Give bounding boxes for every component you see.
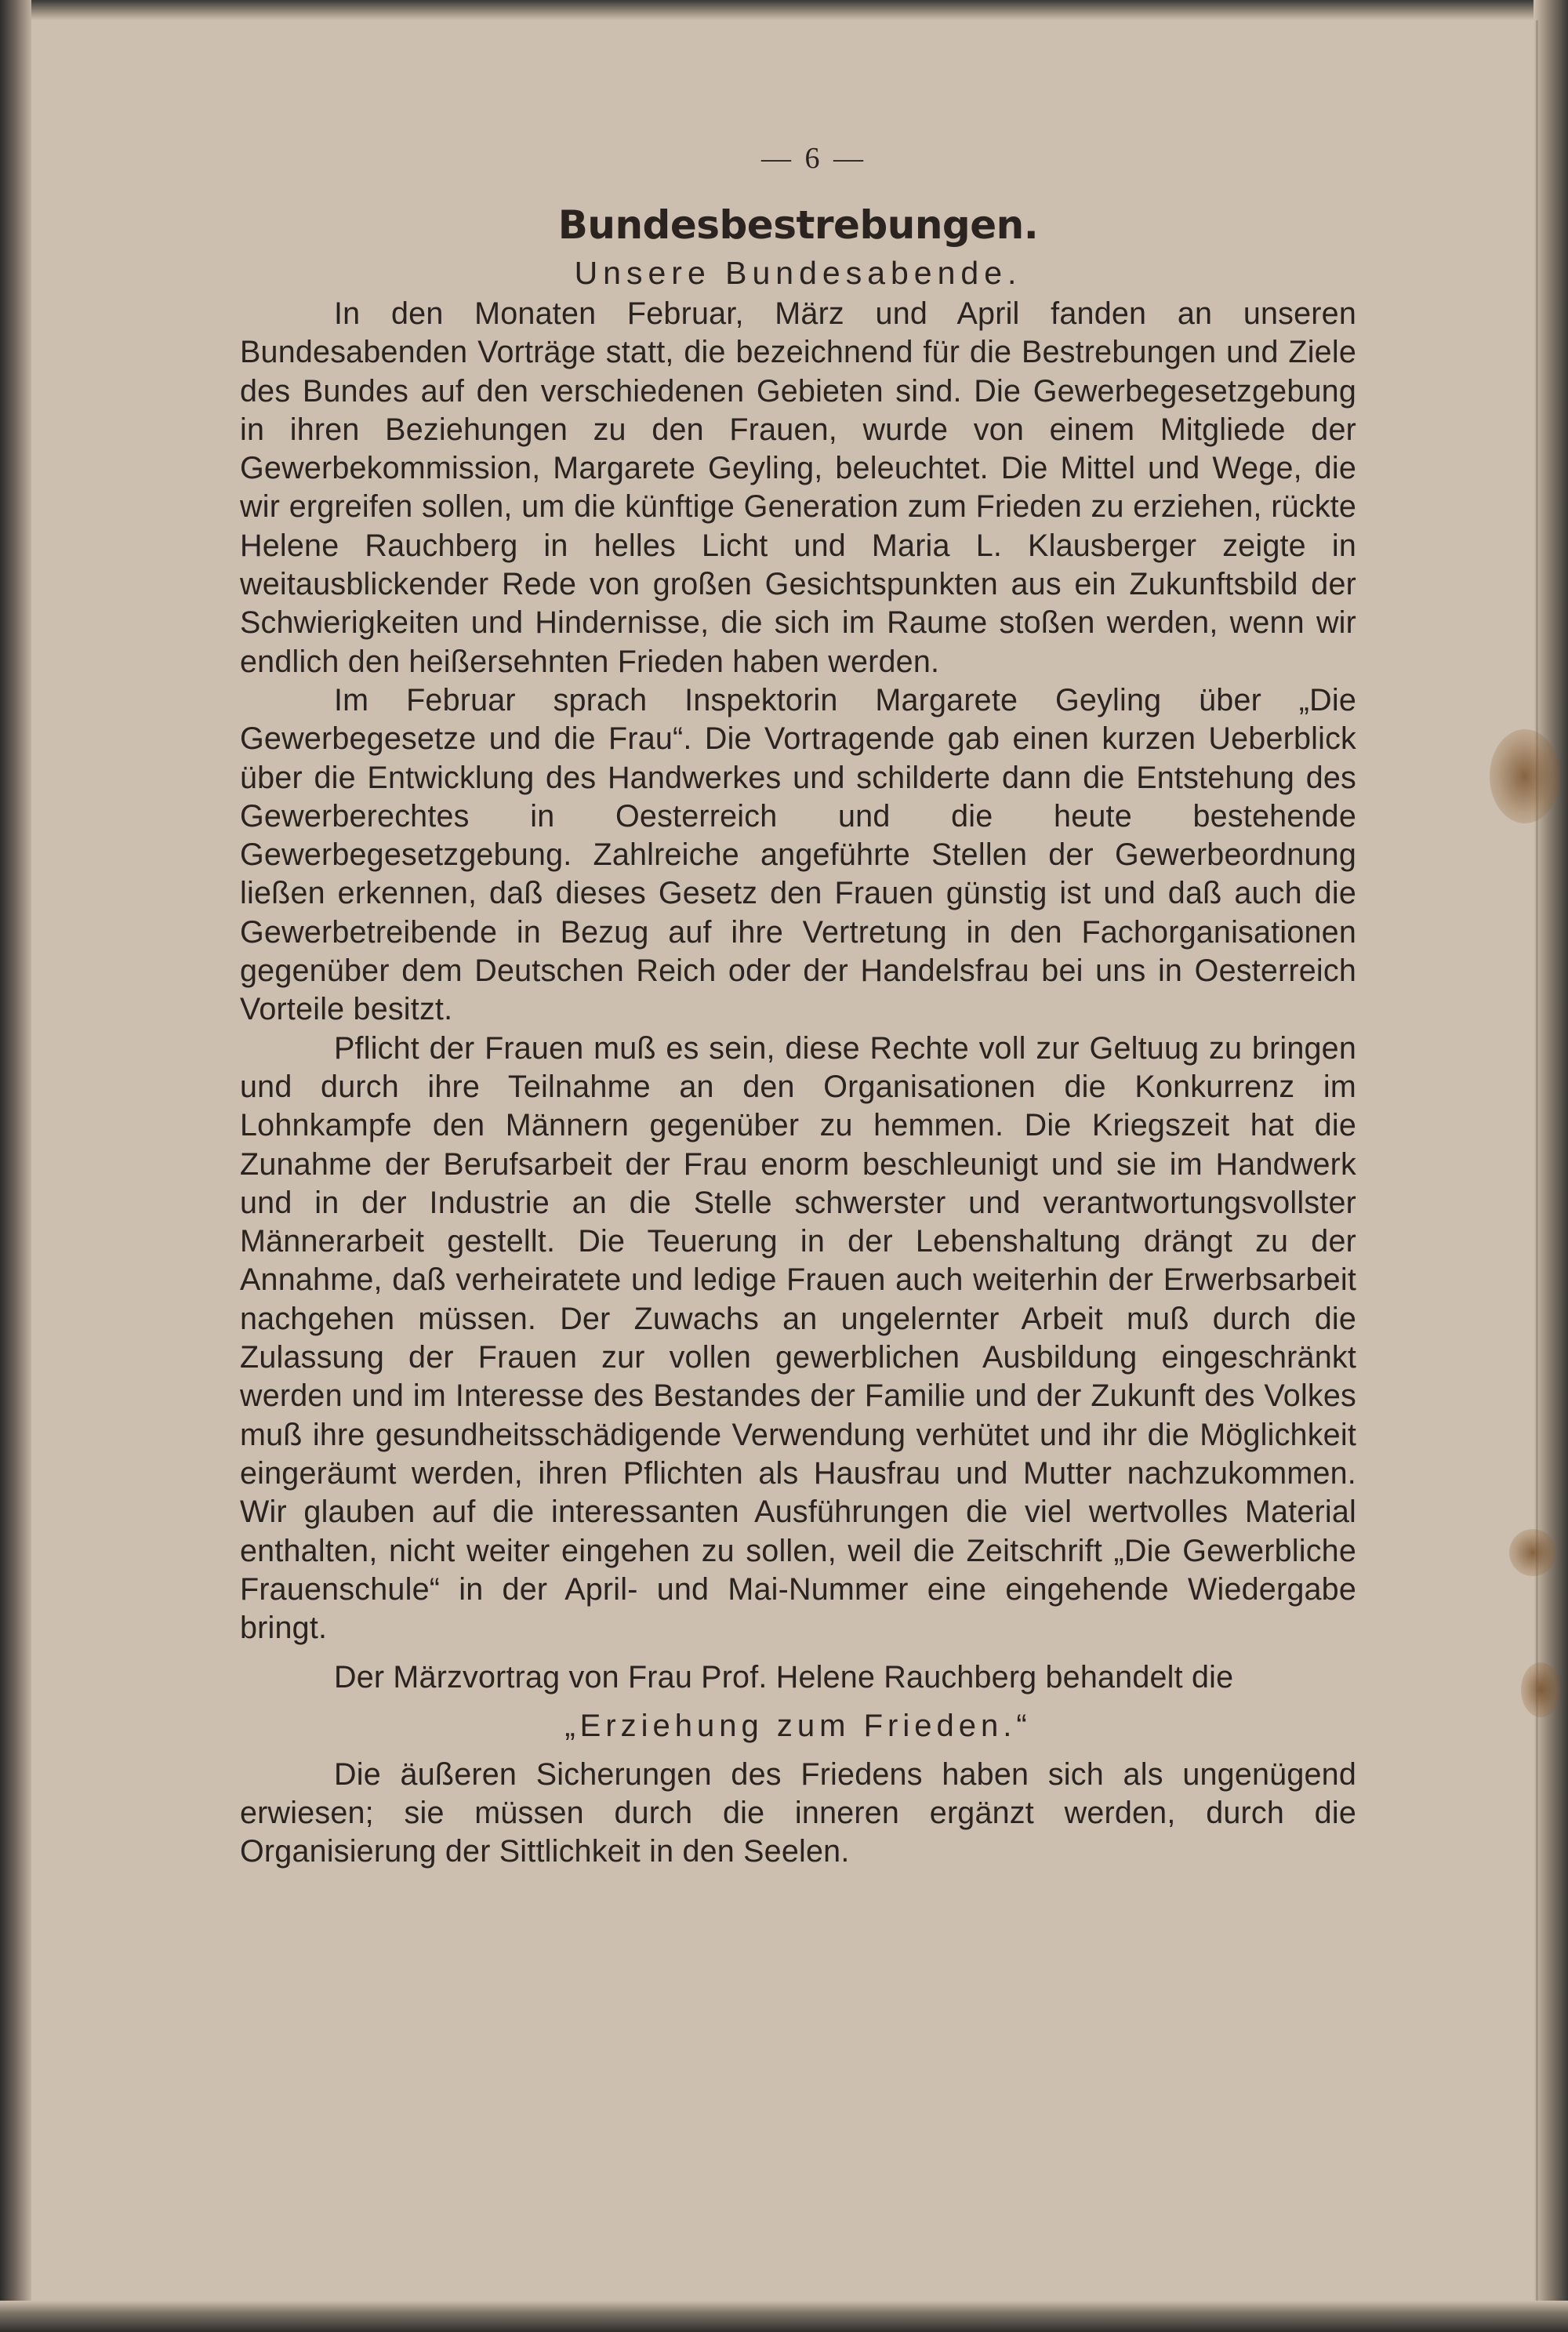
page-number: — 6 — xyxy=(761,142,866,175)
paragraph: In den Monaten Februar, März und April fanden an unseren Bundesabenden Vorträge statt, die bezeichnend für die Bestrebungen und Ziele des Bundes auf den verschiedenen Gebieten sind. Die Gewerbegesetzgebung in ihren Beziehungen zu den Frauen, wurde von einem Mitgliede der Gewerbekommission, Margarete Geyling, beleuchtet. Die Mittel und Wege, die wir ergreifen sollen, um die künftige Generation zum Frieden zu erziehen, rückte Helene Rauchberg in helles Licht und Maria L. Klausberger zeigte in weitausblickender Rede von großen Gesichtspunkten aus ein Zukunftsbild der Schwierigkeiten und Hindernisse, die sich im Raume stoßen werden, wenn wir endlich den heißersehnten Frieden haben werden. xyxy=(240,296,1356,679)
page-right-edge xyxy=(1534,0,1568,2332)
page-left-edge xyxy=(0,0,31,2332)
stain-mark xyxy=(1509,1529,1556,1576)
page-content xyxy=(240,133,1356,1872)
section-heading: Bundesbestrebungen. xyxy=(557,202,1039,248)
page-fold-line xyxy=(1536,20,1538,2302)
page-bottom-edge xyxy=(0,2301,1568,2332)
closing-paragraph: Die äußeren Sicherungen des Friedens haben sich als ungenügend erwiesen; sie müssen durch die inneren ergänzt werden, durch die Organisierung der Sittlichkeit in den Seelen. xyxy=(240,1756,1356,1869)
stain-mark xyxy=(1521,1662,1560,1717)
paragraph: Der Märzvortrag von Frau Prof. Helene Rauchberg behandelt die xyxy=(334,1660,1234,1695)
stain-mark xyxy=(1490,729,1560,823)
paragraph: Im Februar sprach Inspektorin Margarete Geyling über „Die Gewerbegesetze und die Frau“. Die Vortragende gab einen kurzen Ueberblick über die Entwicklung des Handwerkes und schilderte dann die Entstehung des Gewerberechtes in Oesterreich und die heute bestehende Gewerbegesetzgebung. Zahlreiche angeführte Stellen der Gewerbeordnung ließen erkennen, daß dieses Gesetz den Frauen günstig ist und daß auch die Gewerbetreibende in Bezug auf ihre Vertretung in den Fachorganisationen gegenüber dem Deutschen Reich oder der Handelsfrau bei uns in Oesterreich Vorteile besitzt. xyxy=(240,682,1356,1027)
subheading: Unsere Bundesabende. xyxy=(574,255,1022,291)
page-top-edge xyxy=(0,0,1568,20)
paragraph: Pflicht der Frauen muß es sein, diese Rechte voll zur Geltuug zu bringen und durch ihre Teilnahme an den Organisationen die Konkurrenz im Lohnkampfe den Männern gegenüber zu hemmen. Die Kriegszeit hat die Zunahme der Berufsarbeit der Frau enorm beschleunigt und sie im Handwerk und in der Industrie an die Stelle schwerster und verantwortungsvollster Männerarbeit gestellt. Die Teuerung in der Lebenshaltung drängt zu der Annahme, daß verheiratete und ledige Frauen auch weiterhin der Erwerbsarbeit nachgehen müssen. Der Zuwachs an ungelernter Arbeit muß durch die Zulassung der Frauen zur vollen gewerblichen Ausbildung eingeschränkt werden und im Interesse des Bestandes der Familie und der Zukunft des Volkes muß ihre gesundheitsschädigende Verwendung verhütet und ihr die Möglichkeit eingeräumt werden, ihren Pflichten als Hausfrau und Mutter nachzukommen. Wir glauben auf die interessanten Ausführungen die viel wertvolles Material enthalten, nicht weiter eingehen zu sollen, weil die Zeitschrift „Die Gewerbliche Frauenschule“ in der April- und Mai-Nummer eine eingehende Wiedergabe bringt. xyxy=(240,1030,1356,1646)
lecture-title: „Erziehung zum Frieden.“ xyxy=(564,1708,1032,1743)
